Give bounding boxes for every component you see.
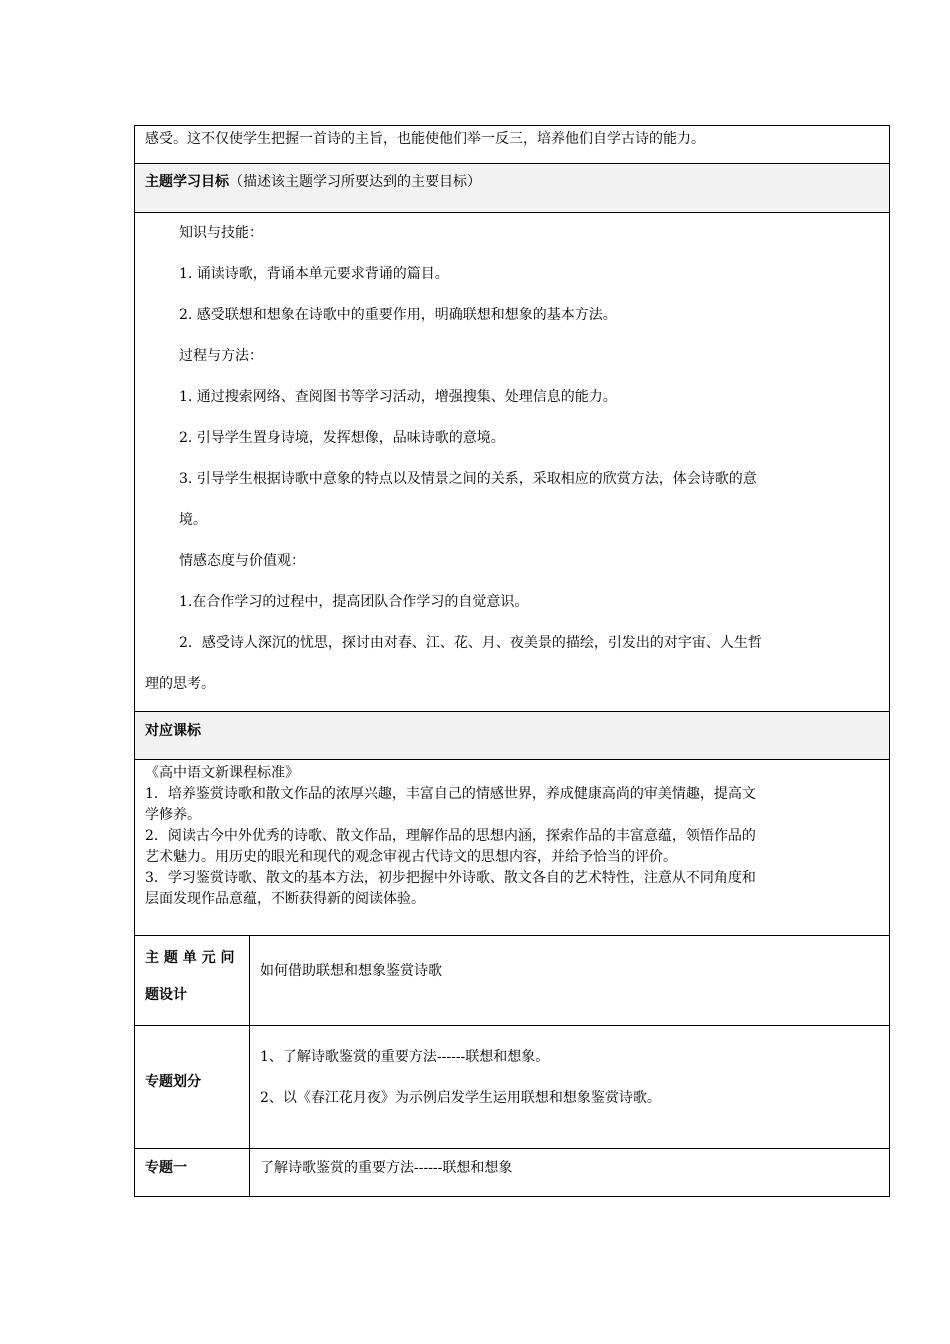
intro-text: 感受。这不仅使学生把握一首诗的主旨，也能使他们举一反三，培养他们自学古诗的能力。 — [145, 131, 705, 147]
standard-line: 艺术魅力。用历史的眼光和现代的观念审视古代诗文的思想内容，并给予恰当的评价。 — [145, 849, 677, 865]
standard-line: 3．学习鉴赏诗歌、散文的基本方法，初步把握中外诗歌、散文各自的艺术特性，注意从不同角度和 — [145, 870, 756, 886]
standards-content-row — [134, 760, 890, 936]
goal-line: 3. 引导学生根据诗歌中意象的特点以及情景之间的关系，采取相应的欣赏方法，体会诗歌的意 — [179, 471, 757, 487]
topic-one-label: 专题一 — [135, 1149, 250, 1196]
goals-list — [135, 213, 889, 705]
topic-one-row — [134, 1149, 890, 1197]
intro-row — [134, 125, 890, 164]
goal-line: 理的思考。 — [145, 676, 215, 692]
goal-line: 境。 — [179, 512, 207, 528]
goals-heading: 主题学习目标 — [145, 174, 229, 190]
standards-list — [135, 763, 889, 910]
goals-heading-note: （描述该主题学习所要达到的主要目标） — [229, 174, 481, 190]
goal-line: 2. 引导学生置身诗境，发挥想像，品味诗歌的意境。 — [179, 430, 505, 446]
goal-line: 2. 感受联想和想象在诗歌中的重要作用，明确联想和想象的基本方法。 — [179, 307, 617, 323]
standard-line: 2．阅读古今中外优秀的诗歌、散文作品，理解作品的思想内涵，探索作品的丰富意蕴，领悟作品的 — [145, 828, 756, 844]
unit-question-content: 如何借助联想和想象鉴赏诗歌 — [260, 963, 442, 979]
topic-division-content — [250, 1026, 889, 1148]
unit-question-label: 主 题 单 元 问 题设计 — [135, 936, 250, 1025]
standard-line: 层面发现作品意蕴，不断获得新的阅读体验。 — [145, 891, 425, 907]
standard-line: 《高中语文新课程标准》 — [145, 765, 299, 781]
goals-content-row — [134, 213, 890, 712]
unit-question-row — [134, 936, 890, 1026]
standard-line: 学修养。 — [145, 807, 201, 823]
goals-heading-row — [134, 164, 890, 213]
goal-line: 过程与方法： — [179, 348, 263, 364]
goal-line: 2．感受诗人深沉的忧思，探讨由对春、江、花、月、夜美景的描绘，引发出的对宇宙、人生哲 — [179, 635, 762, 651]
goal-line: 1. 诵读诗歌，背诵本单元要求背诵的篇目。 — [179, 266, 449, 282]
goal-line: 1.在合作学习的过程中，提高团队合作学习的自觉意识。 — [179, 594, 529, 610]
goal-line: 情感态度与价值观： — [179, 553, 305, 569]
goal-line: 知识与技能： — [179, 225, 263, 241]
standards-heading: 对应课标 — [145, 723, 201, 739]
lesson-plan-table — [134, 125, 890, 1197]
topic-division-item: 2、以《春江花月夜》为示例启发学生运用联想和想象鉴赏诗歌。 — [260, 1090, 661, 1106]
topic-division-row — [134, 1026, 890, 1149]
standards-heading-row — [134, 712, 890, 760]
topic-division-item: 1、了解诗歌鉴赏的重要方法------联想和想象。 — [260, 1049, 550, 1065]
goal-line: 1. 通过搜索网络、查阅图书等学习活动，增强搜集、处理信息的能力。 — [179, 389, 617, 405]
standard-line: 1．培养鉴赏诗歌和散文作品的浓厚兴趣，丰富自己的情感世界，养成健康高尚的审美情趣，提高文 — [145, 786, 756, 802]
topic-one-content: 了解诗歌鉴赏的重要方法------联想和想象 — [260, 1160, 513, 1176]
topic-division-label: 专题划分 — [135, 1026, 250, 1148]
